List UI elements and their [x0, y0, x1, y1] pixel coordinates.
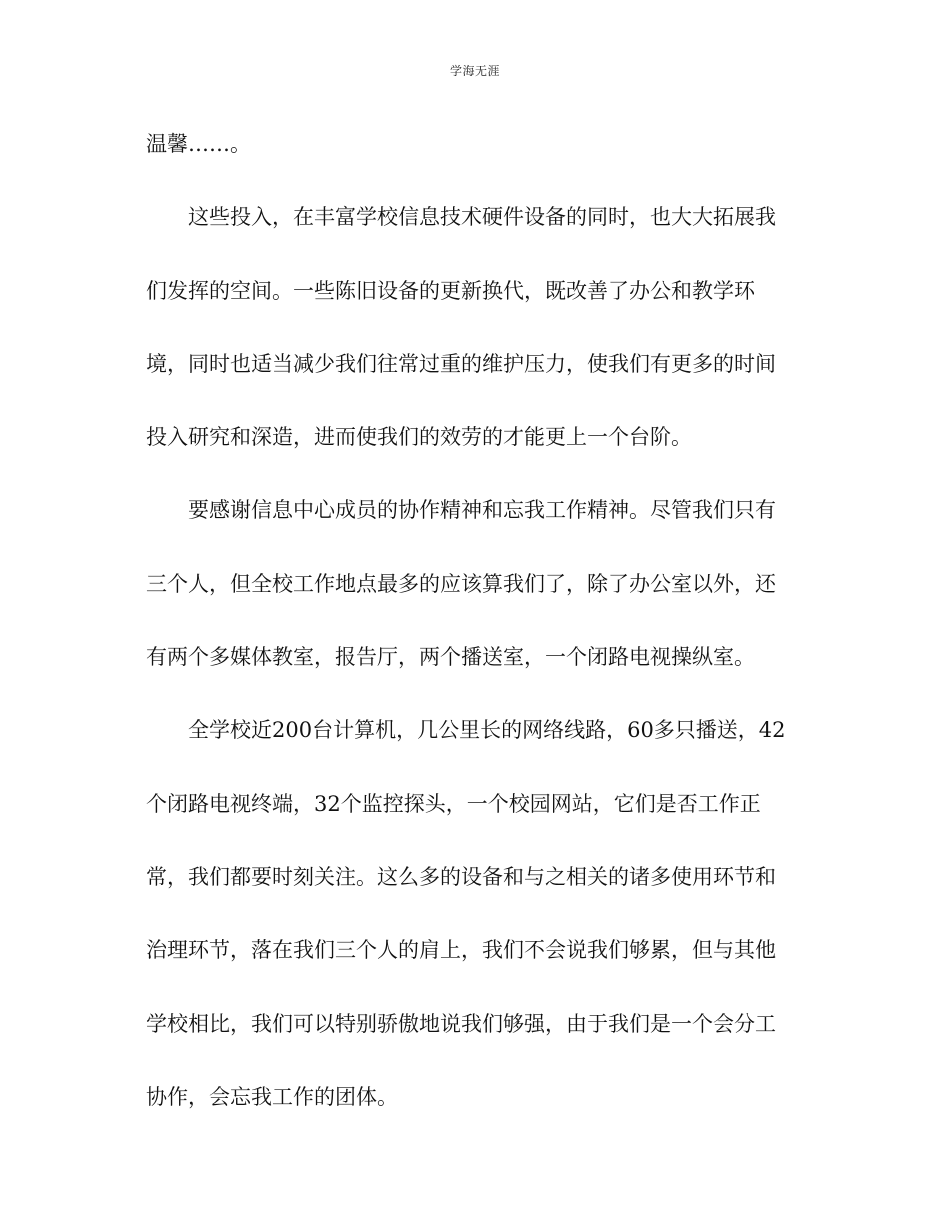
text-line: 们发挥的空间。一些陈旧设备的更新换代，既改善了办公和教学环 — [146, 278, 755, 303]
text-line: 要感谢信息中心成员的协作精神和忘我工作精神。尽管我们只有 — [188, 498, 776, 523]
text-line: 学校相比，我们可以特别骄傲地说我们够强，由于我们是一个会分工 — [146, 1011, 776, 1036]
text-line: 温馨……。 — [146, 132, 251, 156]
text-line: 三个人，但全校工作地点最多的应该算我们了，除了办公室以外，还 — [146, 571, 776, 596]
text-line: 投入研究和深造，进而使我们的效劳的才能更上一个台阶。 — [146, 425, 692, 450]
text-line: 个闭路电视终端，32个监控探头，一个校园网站，它们是否工作正 — [146, 791, 761, 816]
page-header: 学海无涯 — [449, 64, 500, 78]
text-line: 协作，会忘我工作的团体。 — [146, 1084, 398, 1109]
document-body — [146, 108, 804, 1134]
text-line: 这些投入，在丰富学校信息技术硬件设备的同时，也大大拓展我 — [188, 205, 776, 230]
text-line: 全学校近200台计算机，几公里长的网络线路，60多只播送，42 — [188, 718, 786, 743]
text-line: 常，我们都要时刻关注。这么多的设备和与之相关的诸多使用环节和 — [146, 864, 776, 889]
text-line: 治理环节，落在我们三个人的肩上，我们不会说我们够累，但与其他 — [146, 938, 776, 963]
text-line: 境，同时也适当减少我们往常过重的维护压力，使我们有更多的时间 — [146, 351, 776, 376]
text-line: 有两个多媒体教室，报告厅，两个播送室，一个闭路电视操纵室。 — [146, 645, 755, 670]
